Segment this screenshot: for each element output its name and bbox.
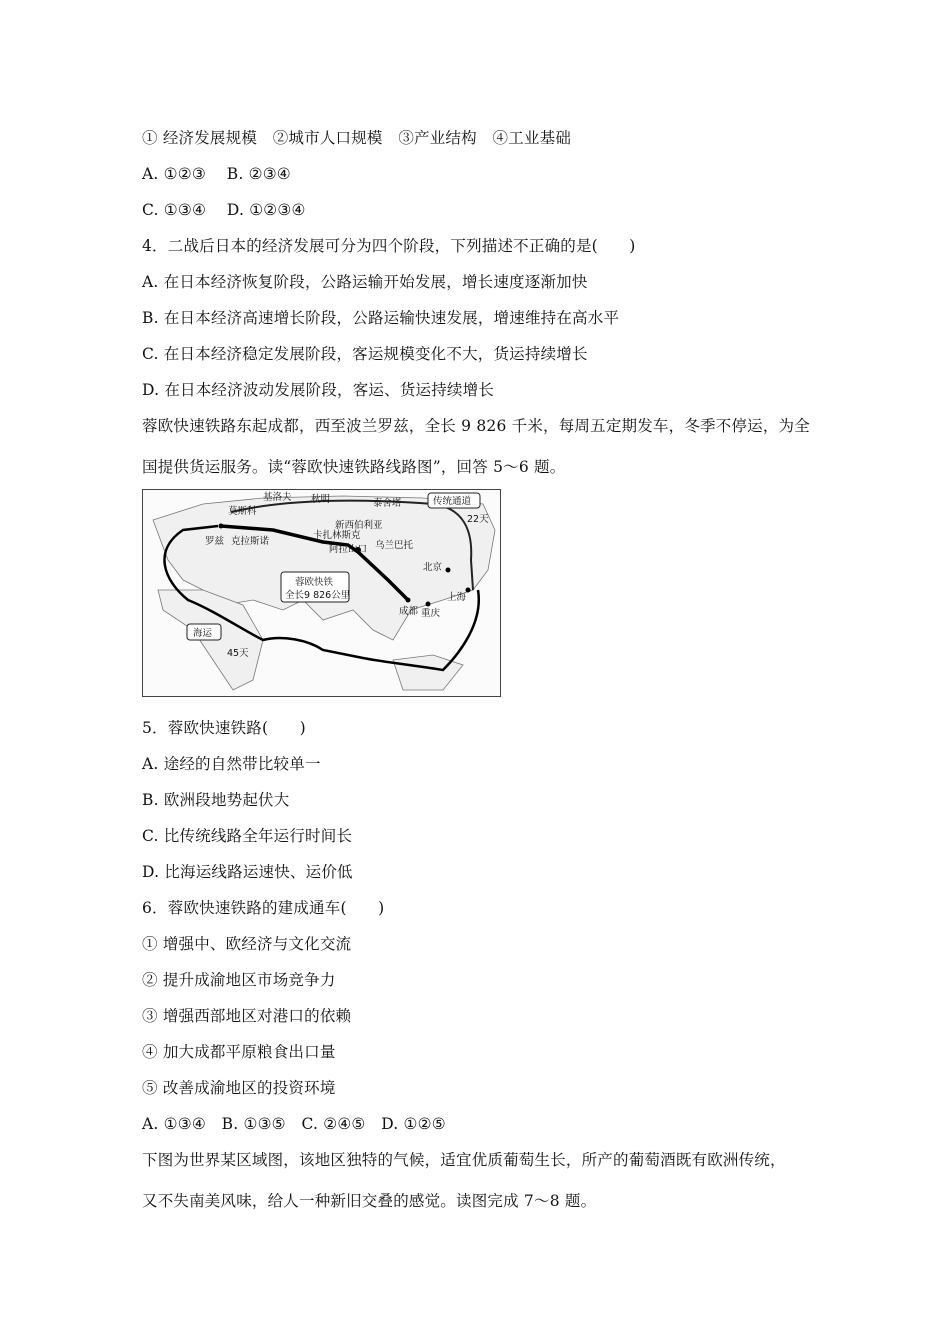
shanghai-dot [466, 588, 471, 593]
label-kazhalinsike: 卡扎林斯克 [313, 530, 361, 541]
q6-item-1: ① 增强中、欧经济与文化交流 [142, 935, 352, 953]
intro-paragraph-line1: 蓉欧快速铁路东起成都，西至波兰罗兹，全长 9 826 千米，每周五定期发车，冬季不停运，为全 [142, 417, 810, 435]
rongou-name-label: 蓉欧快铁 [295, 577, 334, 588]
q6-item-4: ④ 加大成都平原粮食出口量 [142, 1043, 336, 1061]
q5-option-d: D. 比海运线路运速快、运价低 [142, 863, 353, 881]
label-luozi: 罗兹 [205, 536, 225, 547]
label-shanghai: 上海 [447, 592, 467, 603]
label-kelasinuo: 克拉斯诺 [231, 536, 270, 547]
q6-item-5: ⑤ 改善成渝地区的投资环境 [142, 1079, 336, 1097]
label-wulanbatuo: 乌兰巴托 [375, 540, 414, 551]
traditional-channel-label: 传统通道 [433, 496, 472, 507]
q3-items: ① 经济发展规模 ②城市人口规模 ③产业结构 ④工业基础 [142, 129, 572, 147]
label-xinxiboliya: 新西伯利亚 [335, 520, 383, 531]
label-beijing: 北京 [423, 562, 443, 573]
q6-item-2: ② 提升成渝地区市场竞争力 [142, 971, 336, 989]
q6-options: A. ①③④ B. ①③⑤ C. ②④⑤ D. ①②⑤ [142, 1115, 446, 1133]
label-alashankou: 阿拉山口 [329, 544, 368, 555]
q4-option-c: C. 在日本经济稳定发展阶段，客运规模变化不大，货运持续增长 [142, 345, 588, 363]
q5-option-a: A. 途经的自然带比较单一 [142, 755, 321, 773]
q4-option-a: A. 在日本经济恢复阶段，公路运输开始发展，增长速度逐渐加快 [142, 273, 588, 291]
chengdu-dot [406, 598, 411, 603]
chongqing-dot [426, 602, 431, 607]
q6-stem: 6．蓉欧快速铁路的建成通车( ) [142, 899, 385, 917]
rongou-length-label: 全长9 826公里 [285, 590, 351, 601]
q4-option-d: D. 在日本经济波动发展阶段，客运、货运持续增长 [142, 381, 495, 399]
q6-item-3: ③ 增强西部地区对港口的依赖 [142, 1007, 352, 1025]
q4-option-b: B. 在日本经济高速增长阶段，公路运输快速发展，增速维持在高水平 [142, 309, 620, 327]
q5-option-b: B. 欧洲段地势起伏大 [142, 791, 290, 809]
label-chongqing: 重庆 [421, 608, 441, 619]
intro-paragraph2-line1: 下图为世界某区域图，该地区独特的气候，适宜优质葡萄生长，所产的葡萄酒既有欧洲传统， [142, 1151, 786, 1169]
label-taishete: 泰舍塔 [373, 498, 402, 509]
beijing-dot [446, 568, 451, 573]
luozi-dot [219, 524, 224, 529]
q3-options-cd: C. ①③④ D. ①②③④ [142, 201, 306, 219]
intro-paragraph-line2: 国提供货运服务。读“蓉欧快速铁路线路图”，回答 5～6 题。 [142, 458, 566, 476]
sea-days-label: 45天 [227, 648, 249, 659]
q5-option-c: C. 比传统线路全年运行时间长 [142, 827, 353, 845]
q3-options-ab: A. ①②③ B. ②③④ [142, 165, 291, 183]
label-mosike: 莫斯科 [228, 506, 257, 517]
rongou-railway-map [142, 489, 501, 697]
label-jiluofu: 基洛夫 [263, 492, 292, 503]
q5-stem: 5．蓉欧快速铁路( ) [142, 719, 306, 737]
intro-paragraph2-line2: 又不失南美风味，给人一种新旧交叠的感觉。读图完成 7～8 题。 [142, 1192, 597, 1210]
sea-route-label: 海运 [193, 628, 213, 639]
label-qiuming: 秋明 [311, 494, 331, 505]
traditional-days-label: 22天 [467, 514, 489, 525]
label-chengdu: 成都 [399, 606, 419, 617]
q4-stem: 4．二战后日本的经济发展可分为四个阶段，下列描述不正确的是( ) [142, 237, 636, 255]
